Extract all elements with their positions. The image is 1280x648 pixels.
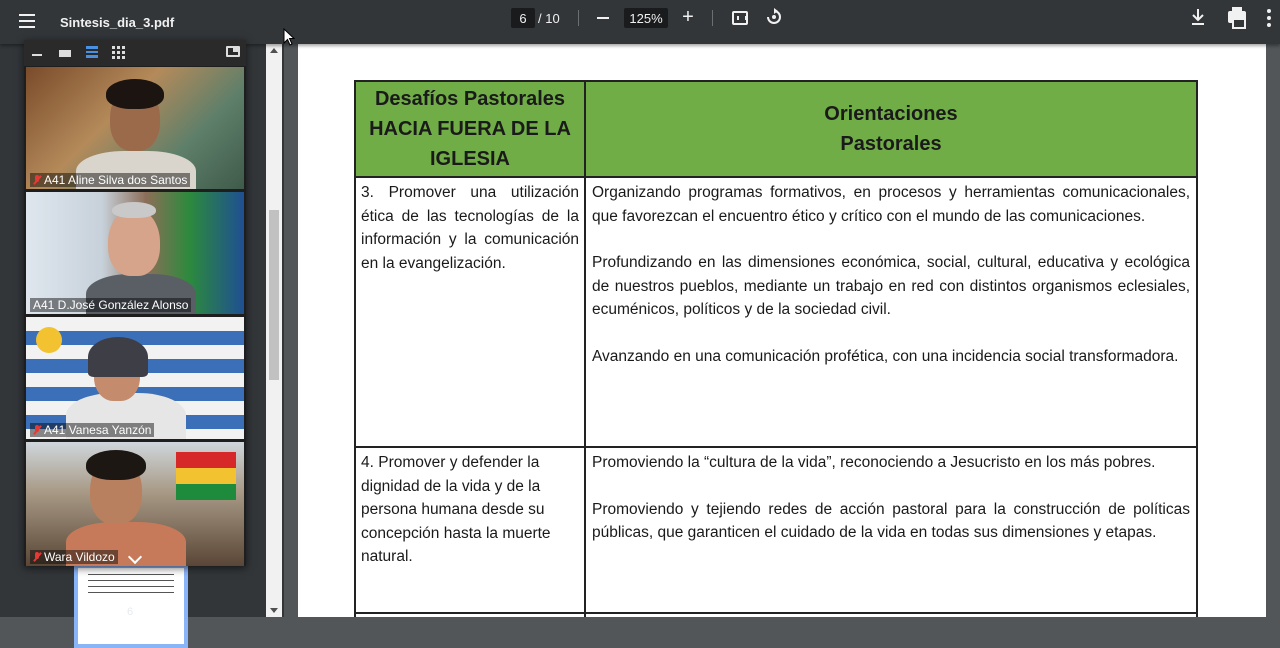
mic-off-icon (33, 175, 41, 186)
challenge-cell: 3. Promover una utilización ética de las tecnologías de la información y la comunicación en la evangelización. (355, 177, 585, 447)
video-call-toolbar (24, 40, 246, 66)
table-row (355, 177, 1197, 447)
participant-video[interactable] (26, 442, 244, 566)
scroll-down-icon[interactable] (270, 608, 278, 613)
participant-name: Wara Vildozo (30, 550, 118, 564)
orientations-cell (585, 613, 1197, 617)
pdf-page (298, 44, 1266, 617)
toolbar-divider (578, 10, 579, 26)
cursor-icon (283, 28, 295, 46)
page-total: / 10 (538, 10, 560, 26)
table-row (355, 613, 1197, 617)
header-orientations-line1: Orientaciones (824, 103, 958, 125)
participant-name: A41 Aline Silva dos Santos (30, 173, 190, 187)
page-number-input[interactable]: 6 (511, 8, 535, 28)
print-icon[interactable] (1224, 6, 1250, 28)
mic-off-icon (33, 552, 41, 563)
speaker-view-icon[interactable] (59, 50, 71, 57)
fit-page-icon[interactable] (729, 7, 751, 29)
header-orientations-line2: Pastorales (840, 133, 942, 155)
pdf-viewer[interactable] (284, 44, 1280, 617)
sidebar-scrollbar[interactable] (266, 44, 282, 617)
thumbnail-page-label: 6 (126, 606, 134, 618)
scrollbar-thumb[interactable] (269, 210, 279, 380)
pdf-toolbar (0, 0, 1280, 44)
hamburger-icon[interactable] (14, 8, 40, 34)
more-vert-icon[interactable] (1262, 7, 1276, 29)
orientation-paragraph: Profundizando en las dimensiones económica, social, cultural, educativa y ecológica de nuestros pueblos, mediante un trabajo en red con distintos organismos eclesiales, ecuménicos, políticos y de la sociedad civil. (592, 254, 1190, 318)
participant-name: A41 Vanesa Yanzón (30, 423, 154, 437)
mic-off-icon (33, 425, 41, 436)
file-title: Sintesis_dia_3.pdf (60, 14, 175, 30)
strip-view-icon[interactable] (86, 46, 98, 58)
video-call-panel (24, 40, 246, 566)
table-row (355, 447, 1197, 613)
rotate-icon[interactable] (762, 6, 786, 28)
zoom-out-button[interactable] (592, 7, 614, 29)
toolbar-divider (712, 10, 713, 26)
exit-fullscreen-icon[interactable] (226, 46, 240, 57)
orientations-cell (585, 177, 1197, 447)
header-orientations (585, 81, 1197, 177)
zoom-in-button[interactable]: + (682, 5, 694, 28)
orientation-paragraph: Organizando programas formativos, en procesos y herramientas comunicacionales, que favorezcan el encuentro ético y crítico con el mundo de las comunicaciones. (592, 184, 1190, 225)
download-icon[interactable] (1186, 6, 1210, 28)
participant-video[interactable] (26, 317, 244, 439)
header-challenges: Desafíos Pastorales HACIA FUERA DE LA IGLESIA (355, 81, 585, 177)
gallery-view-icon[interactable] (112, 46, 125, 59)
participant-name: A41 D.José González Alonso (30, 298, 191, 312)
scroll-up-icon[interactable] (270, 48, 278, 53)
pastoral-table (354, 80, 1198, 617)
challenge-cell (355, 613, 585, 617)
orientation-paragraph: Promoviendo la “cultura de la vida”, reconociendo a Jesucristo en los más pobres. (592, 454, 1156, 471)
orientation-paragraph: Promoviendo y tejiendo redes de acción pastoral para la construcción de políticas públicas, que garanticen el cuidado de la vida en todas sus dimensiones y etapas. (592, 500, 1190, 541)
challenge-cell: 4. Promover y defender la dignidad de la vida y de la persona humana desde su concepción hasta la muerte natural. (355, 447, 585, 613)
zoom-input[interactable]: 125% (624, 8, 668, 28)
orientations-cell (585, 447, 1197, 613)
participant-video[interactable] (26, 192, 244, 314)
participant-video[interactable] (26, 67, 244, 189)
orientation-paragraph: Avanzando en una comunicación profética, con una incidencia social transformadora. (592, 347, 1179, 365)
minimize-icon[interactable] (32, 54, 42, 56)
